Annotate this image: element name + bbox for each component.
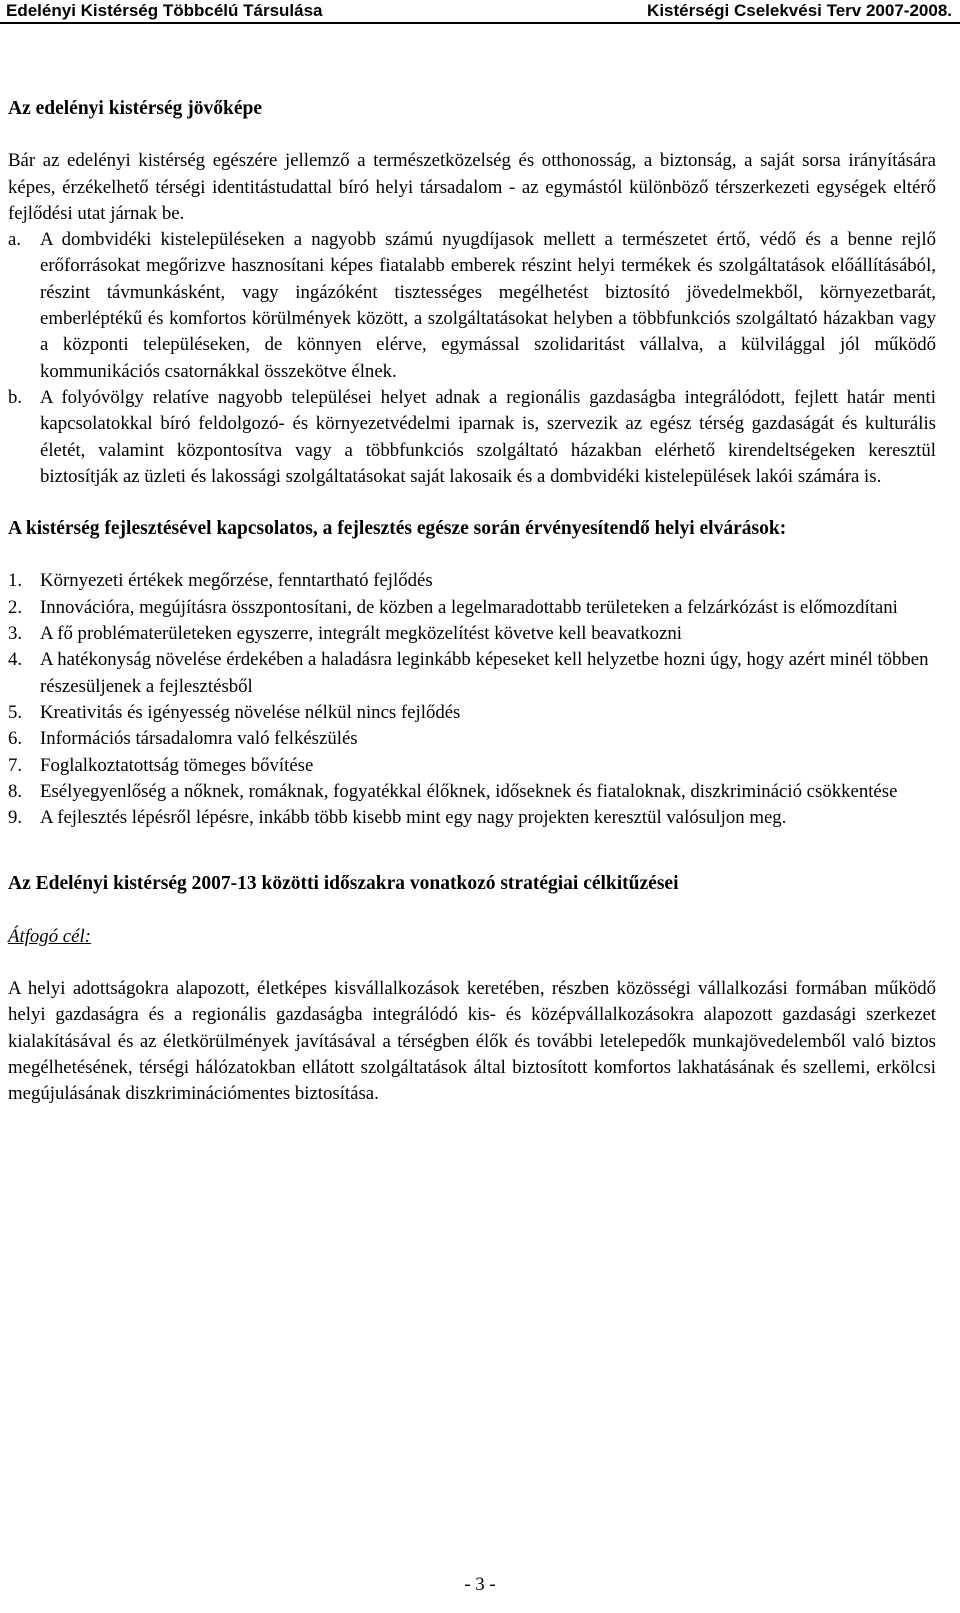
header-document-title: Kistérségi Cselekvési Terv 2007-2008. [647,1,952,20]
page-number: - 3 - [464,1574,496,1595]
section-title-expectations: A kistérség fejlesztésével kapcsolatos, a fejlesztés egésze során érvényesítendő helyi elvárások: [8,518,787,540]
list-text: Innovációra, megújításra összpontosítani, de közben a legelmaradottabb területeken a felzárkózást is előmozdítani [40,596,898,618]
expectations-list [8,568,936,831]
list-text: A fejlesztés lépésről lépésre, inkább több kisebb mint egy nagy projekten keresztül valósuljon meg. [40,807,787,829]
list-text: Kreativitás és igényesség növelése nélkül nincs fejlődés [40,701,461,723]
list-text: Információs társadalomra való felkészülés [40,728,358,750]
list-text: Környezeti értékek megőrzése, fenntartható fejlődés [40,570,433,592]
list-item [8,779,936,805]
page-header [0,0,960,24]
document-body [8,96,936,1108]
header-organization: Edelényi Kistérség Többcélú Társulása [6,1,323,20]
strategy-subtitle: Átfogó cél: [8,925,91,947]
list-item [8,726,936,752]
list-number: 7. [8,754,23,776]
item-label: b. [8,386,23,408]
strategy-text: A helyi adottságokra alapozott, életképes kisvállalkozások keretében, részben közösségi vállalkozási formában működő helyi gazdaságra és a regionális gazdaságba integrálódó kis- és középvállalkozásokra alapozott gazdasági szerkezet kialakításával és az életkörülmények javításával a térségben élők és további letelepedők munkajövedelemből való biztos megélhetésének, térségi hálózatokban ellátott szolgáltatások által biztosított komfortos lakhatásának és szellemi, erkölcsi megújulásának diszkriminációmentes biztosítása. [8,978,936,1105]
list-number: 8. [8,780,23,802]
list-item [8,700,936,726]
item-label: a. [8,229,22,251]
list-item [8,805,936,831]
list-number: 3. [8,623,23,645]
section-title-vision: Az edelényi kistérség jövőképe [8,98,262,119]
list-number: 4. [8,649,23,671]
list-text: A hatékonyság növelése érdekében a haladásra leginkább képeseket kell helyzetbe hozni úgy, hogy azért minél többen részesüljenek a fejlesztésből [40,649,929,697]
vision-item-a [8,227,936,385]
list-item [8,568,936,594]
list-item [8,647,936,700]
list-number: 9. [8,807,23,829]
section-title-strategy: Az Edelényi kistérség 2007-13 közötti időszakra vonatkozó stratégiai célkitűzései [8,873,679,895]
list-number: 1. [8,570,23,592]
vision-intro: Bár az edelényi kistérség egészére jellemző a természetközelség és otthonosság, a biztonság, a saját sorsa irányítására képes, érzékelhető térségi identitástudattal bíró helyi társadalom - az egymástól különböző térszerkezeti egységek eltérő fejlődési utat járnak be. [8,150,936,224]
list-number: 2. [8,596,23,618]
list-item [8,595,936,621]
item-text: A folyóvölgy relatíve nagyobb települései helyet adnak a regionális gazdaságba integrálódott, fejlett határ menti kapcsolatokkal bíró feldolgozó- és környezetvédelmi iparnak is, szervezik az egész térség gazdaságát és kulturális életét, valamint központosítva vagy a többfunkciós szolgáltató házakban elérhető kirendeltségeken keresztül biztosítják az üzleti és lakossági szolgáltatásokat saját lakosaik és a dombvidéki kistelepülések lakói számára is. [40,386,936,487]
list-text: A fő problématerületeken egyszerre, integrált megközelítést követve kell beavatkozni [40,623,682,645]
vision-item-b [8,385,936,490]
list-number: 6. [8,728,23,750]
list-item [8,621,936,647]
list-text: Foglalkoztatottság tömeges bővítése [40,754,314,776]
list-number: 5. [8,701,23,723]
list-text: Esélyegyenlőség a nőknek, romáknak, fogyatékkal élőknek, időseknek és fiataloknak, diszkrimináció csökkentése [40,780,898,802]
list-item [8,753,936,779]
item-text: A dombvidéki kistelepüléseken a nagyobb számú nyugdíjasok mellett a természetet értő, védő és a benne rejlő erőforrásokat megőrizve hasznosítani képes fiatalabb emberek részint helyi termékek és szolgáltatások előállításából, részint távmunkásként, vagy ingázóként tisztességes megélhetést biztosító jövedelmekből, környezetbarát, emberléptékű és komfortos körülmények között, a szolgáltatásokat helyben a többfunkciós szolgáltató házakban vagy a központi településeken, de könnyen elérve, egymással szolidaritást vállalva, a külvilággal jól működő kommunikációs csatornákkal összekötve élnek. [40,229,936,382]
